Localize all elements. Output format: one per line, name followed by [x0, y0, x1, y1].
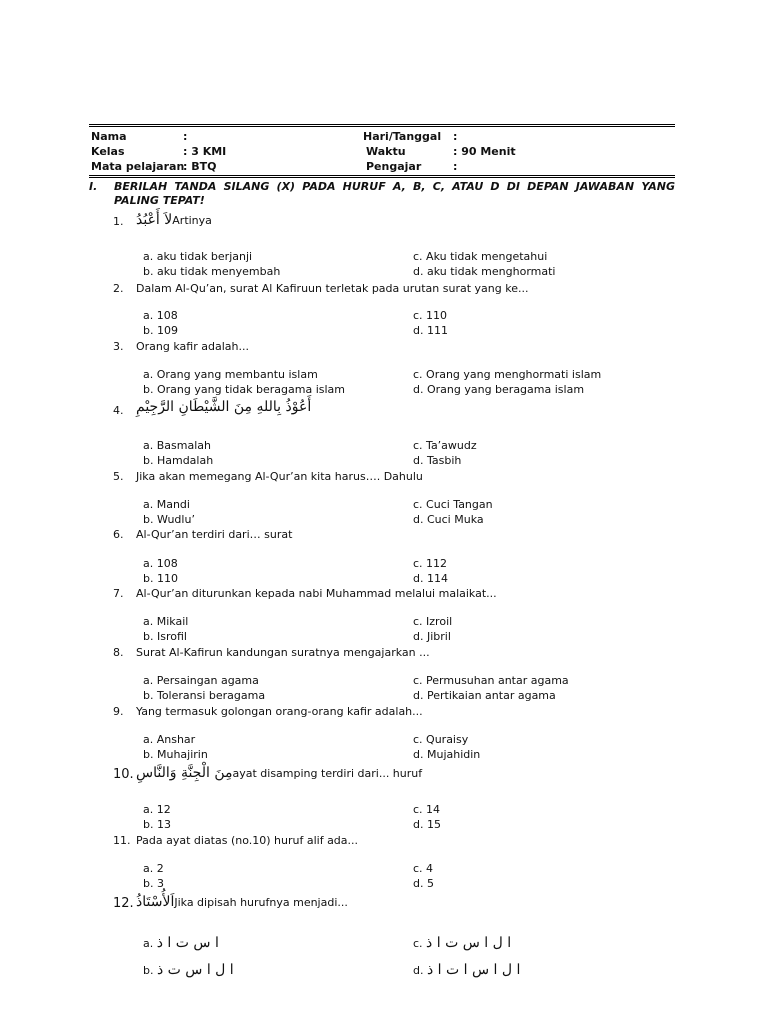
option-a: a. Basmalah	[143, 439, 211, 452]
arabic-phrase: مِنَ الْجِنَّةِ وَالنَّاسِ	[136, 765, 233, 781]
question-text-latin: ayat disamping terdiri dari... huruf	[232, 767, 423, 780]
option-c: c. Permusuhan antar agama	[413, 674, 569, 687]
option-d: d. aku tidak menghormati	[413, 265, 556, 278]
option-a: a. 108	[143, 309, 178, 322]
option-prefix: c.	[413, 937, 423, 950]
option-d: d. 111	[413, 324, 448, 337]
option-b: b. Toleransi beragama	[143, 689, 266, 702]
option-b	[143, 963, 234, 978]
hari-colon: :	[453, 130, 458, 143]
question-number: 1.	[113, 215, 124, 228]
arabic-phrase: لاَ أَعْبُدُ	[136, 212, 173, 228]
question-number: 3.	[113, 340, 124, 353]
question-number: 12.	[113, 896, 134, 911]
option-d: d. Jibril	[413, 630, 451, 643]
question-text: Al-Qur’an diturunkan kepada nabi Muhammad melalui malaikat...	[136, 587, 497, 600]
option-a: a. 12	[143, 803, 171, 816]
option-c: c. 14	[413, 803, 441, 816]
question-text: Dalam Al-Qu’an, surat Al Kafiruun terletak pada urutan surat yang ke...	[136, 282, 529, 295]
option-prefix: d.	[413, 964, 424, 977]
question-number: 8.	[113, 646, 124, 659]
mapel-label: Mata pelajaran	[91, 160, 185, 173]
option-a: a. aku tidak berjanji	[143, 250, 253, 263]
question-text: Surat Al-Kafirun kandungan suratnya mengajarkan ...	[136, 646, 430, 659]
question-text-latin: Jika dipisah hurufnya menjadi...	[174, 896, 348, 909]
option-b: b. Orang yang tidak beragama islam	[143, 383, 345, 396]
question-number: 6.	[113, 528, 124, 541]
option-d: d. 114	[413, 572, 448, 585]
question-number: 5.	[113, 470, 124, 483]
question-text-latin: Artinya	[172, 214, 212, 227]
option-d: d. Tasbih	[413, 454, 462, 467]
nama-colon: :	[183, 130, 188, 143]
question-text: Jika akan memegang Al-Qur’an kita harus…. Dahulu	[136, 470, 423, 483]
option-c: c. Cuci Tangan	[413, 498, 493, 511]
question-number: 9.	[113, 705, 124, 718]
option-d: d. Orang yang beragama islam	[413, 383, 585, 396]
option-arabic: ا ل ا س ت ذ	[156, 962, 234, 978]
option-b: b. Hamdalah	[143, 454, 214, 467]
question-number: 2.	[113, 282, 124, 295]
option-a: a. 2	[143, 862, 164, 875]
option-d: d. Cuci Muka	[413, 513, 484, 526]
option-c: c. Aku tidak mengetahui	[413, 250, 548, 263]
option-a: a. Mandi	[143, 498, 190, 511]
option-b: b. 110	[143, 572, 178, 585]
header-rule-bottom	[89, 175, 675, 176]
section-number: I.	[89, 180, 98, 193]
option-c: c. Ta’awudz	[413, 439, 477, 452]
option-a: a. 108	[143, 557, 178, 570]
header-rule-top	[89, 124, 675, 125]
option-c: c. 110	[413, 309, 448, 322]
option-a: a. Persaingan agama	[143, 674, 259, 687]
question-text: Yang termasuk golongan orang-orang kafir adalah...	[136, 705, 423, 718]
question-text	[136, 766, 422, 781]
question-text: Orang kafir adalah...	[136, 340, 249, 353]
header-rule-bottom-inner	[89, 177, 675, 178]
option-a: a. Anshar	[143, 733, 196, 746]
option-b: b. 3	[143, 877, 164, 890]
question-number: 10.	[113, 767, 134, 782]
option-c: c. 4	[413, 862, 434, 875]
question-arabic: أَعُوْذُ بِاللهِ مِنَ الشَّيْطَانِ الرَّجِيْمِ	[136, 399, 312, 415]
option-c	[413, 936, 511, 951]
option-b: b. Wudlu’	[143, 513, 195, 526]
option-b: b. Isrofil	[143, 630, 187, 643]
kelas-label: Kelas	[91, 145, 125, 158]
option-c: c. Izroil	[413, 615, 453, 628]
option-d: d. Pertikaian antar agama	[413, 689, 556, 702]
option-c: c. Orang yang menghormati islam	[413, 368, 602, 381]
option-b: b. 13	[143, 818, 171, 831]
kelas-value: : 3 KMI	[183, 145, 227, 158]
pengajar-label: Pengajar	[366, 160, 422, 173]
hari-label: Hari/Tanggal	[363, 130, 442, 143]
question-text: Pada ayat diatas (no.10) huruf alif ada...	[136, 834, 359, 847]
option-b: b. Muhajirin	[143, 748, 208, 761]
section-instruction-text: BERILAH TANDA SILANG (X) PADA HURUF A, B, C, ATAU D DI DEPAN JAWABAN YANG PALING TEPAT!	[114, 180, 675, 207]
option-a	[143, 936, 219, 951]
option-prefix: a.	[143, 937, 154, 950]
option-arabic: ا ل ا س ت ا ذ	[426, 935, 512, 951]
option-c: c. 112	[413, 557, 448, 570]
waktu-label: Waktu	[366, 145, 406, 158]
waktu-value: : 90 Menit	[453, 145, 516, 158]
arabic-phrase: اَلأُسْتَاذُ	[136, 894, 175, 910]
option-arabic: ا س ت ا ذ	[156, 935, 219, 951]
option-a: a. Mikail	[143, 615, 189, 628]
option-d: d. 5	[413, 877, 434, 890]
question-text: Al-Qur’an terdiri dari… surat	[136, 528, 293, 541]
option-d	[413, 963, 520, 978]
question-text	[136, 213, 212, 228]
question-text	[136, 895, 348, 910]
question-number: 4.	[113, 404, 124, 417]
nama-label: Nama	[91, 130, 127, 143]
option-arabic: ا ل ا س ا ت ا ذ	[426, 962, 521, 978]
option-b: b. aku tidak menyembah	[143, 265, 281, 278]
option-a: a. Orang yang membantu islam	[143, 368, 318, 381]
header-rule-top-inner	[89, 126, 675, 127]
question-number: 11.	[113, 834, 131, 847]
option-d: d. Mujahidin	[413, 748, 481, 761]
pengajar-colon: :	[453, 160, 458, 173]
option-b: b. 109	[143, 324, 178, 337]
option-c: c. Quraisy	[413, 733, 469, 746]
mapel-value: : BTQ	[183, 160, 217, 173]
option-prefix: b.	[143, 964, 154, 977]
option-d: d. 15	[413, 818, 441, 831]
question-number: 7.	[113, 587, 124, 600]
